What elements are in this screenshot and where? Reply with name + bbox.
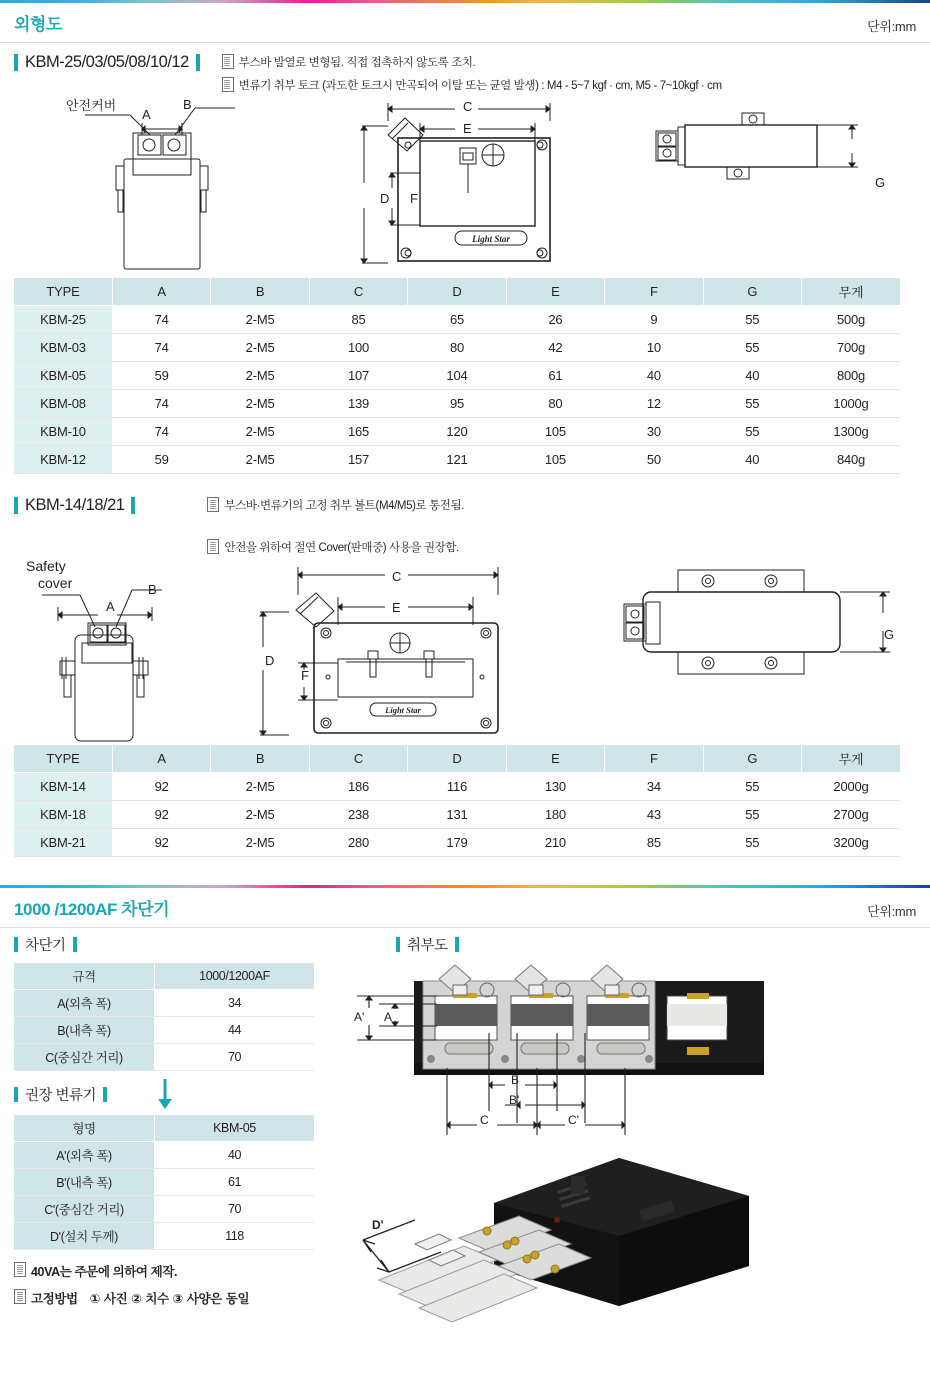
label-g-1: G: [875, 175, 886, 190]
note-item: [207, 539, 463, 555]
table-row: [14, 1044, 314, 1071]
mount-iso-illustration: [319, 1148, 879, 1328]
cell-type: KBM-10: [14, 418, 112, 446]
th-e: E: [506, 278, 604, 306]
accent-bar-right-icon: [103, 1087, 107, 1102]
cell-weight: 2000g: [802, 773, 901, 801]
cell-b: 2-M5: [211, 306, 309, 334]
cell-weight: 500g: [802, 306, 901, 334]
table-row: [14, 990, 314, 1017]
accent-bar-right-icon: [196, 54, 200, 71]
spec-table-1: [14, 278, 900, 474]
th-spec: 규격: [14, 963, 155, 990]
cell-a: 74: [112, 306, 210, 334]
cell-g: 40: [703, 362, 801, 390]
cell-key: B(내측 폭): [14, 1017, 155, 1044]
label-b-1: B: [183, 97, 192, 112]
cell-e: 61: [506, 362, 604, 390]
top-view-drawing-1: [350, 93, 590, 278]
table-header-row: [14, 1115, 314, 1142]
cell-weight: 1000g: [802, 390, 901, 418]
logo-text: Light Star: [385, 705, 421, 715]
cell-f: 10: [605, 334, 703, 362]
cell-weight: 3200g: [802, 829, 901, 857]
cell-g: 55: [703, 306, 801, 334]
th-d: D: [408, 745, 506, 773]
recommended-ct-table: [14, 1115, 314, 1250]
table-header-row: [14, 278, 900, 306]
breaker-subtitle-text: 차단기: [25, 938, 66, 954]
cell-f: 40: [605, 362, 703, 390]
spec-table-2: [14, 745, 900, 857]
note-text: 변류기 취부 토크 (과도한 토크시 만곡되어 이탈 또는 균열 발생) : M4 - 5~7 kgf · cm, M5 - 7~10kgf · cm: [238, 80, 722, 92]
label-f-1: F: [410, 191, 418, 206]
cell-g: 40: [703, 446, 801, 474]
cell-e: 180: [506, 801, 604, 829]
cell-c: 186: [309, 773, 407, 801]
footnote-text: 40VA는 주문에 의하여 제작.: [31, 1265, 178, 1279]
model-group-1-notes: [222, 53, 722, 93]
accent-bar-left-icon: [14, 497, 18, 514]
label-b-2: B: [148, 582, 157, 597]
section2-footnotes: [14, 1262, 334, 1307]
note-text: 부스바·변류기의 고정 취부 볼트(M4/M5)로 통전됨.: [224, 500, 464, 512]
th-f: F: [605, 745, 703, 773]
cell-c: 85: [309, 306, 407, 334]
cell-type: KBM-08: [14, 390, 112, 418]
cell-g: 55: [703, 829, 801, 857]
cell-c: 280: [309, 829, 407, 857]
cell-e: 105: [506, 418, 604, 446]
top-view-drawing-2: [290, 555, 540, 745]
cell-d: 179: [408, 829, 506, 857]
document-icon: [207, 539, 219, 554]
spec-table-2-body: [14, 773, 900, 857]
label-a-prime: A': [354, 1010, 365, 1024]
th-b: B: [211, 278, 309, 306]
section2-header: [0, 888, 930, 927]
cell-e: 42: [506, 334, 604, 362]
accent-bar-right-icon: [131, 497, 135, 514]
down-arrow-wrap: [154, 1077, 314, 1111]
th-c: C: [309, 745, 407, 773]
cell-value: 44: [155, 1017, 315, 1044]
section2-right-column: [334, 928, 916, 1338]
model-group-1-header: [0, 49, 930, 93]
cell-e: 105: [506, 446, 604, 474]
accent-bar-left-icon: [14, 937, 18, 952]
th-d: D: [408, 278, 506, 306]
cell-c: 165: [309, 418, 407, 446]
table-row: [14, 306, 900, 334]
cell-e: 130: [506, 773, 604, 801]
cell-value: 70: [155, 1196, 315, 1223]
cell-g: 55: [703, 801, 801, 829]
th-a: A: [112, 278, 210, 306]
drawings-group-1: [0, 93, 930, 278]
cell-e: 210: [506, 829, 604, 857]
table-header-row: [14, 745, 900, 773]
cell-c: 107: [309, 362, 407, 390]
cell-b: 2-M5: [211, 829, 309, 857]
mount-photo-iso: [334, 1158, 916, 1338]
cell-type: KBM-21: [14, 829, 112, 857]
side-view-drawing-2: [600, 555, 920, 745]
cell-value: 40: [155, 1142, 315, 1169]
mount-front-illustration: [319, 963, 879, 1158]
mount-photo-front: [334, 963, 916, 1158]
label-a-2: A: [106, 599, 115, 614]
cell-d: 104: [408, 362, 506, 390]
cell-c: 100: [309, 334, 407, 362]
logo-text: Light Star: [472, 234, 510, 244]
th-e: E: [506, 745, 604, 773]
label-b: B: [511, 1073, 520, 1087]
cell-a: 92: [112, 829, 210, 857]
accent-bar-right-icon: [455, 937, 459, 952]
cell-type: KBM-05: [14, 362, 112, 390]
label-f-2: F: [301, 668, 309, 683]
table-row: [14, 801, 900, 829]
section2-body: [0, 928, 930, 1338]
cell-key: A'(외측 폭): [14, 1142, 155, 1169]
label-d-1: D: [380, 191, 390, 206]
label-d-2: D: [265, 653, 275, 668]
cell-c: 238: [309, 801, 407, 829]
spec-table-1-body: [14, 306, 900, 474]
th-a: A: [112, 745, 210, 773]
note-text: 부스바 발열로 변형됨. 직접 접촉하지 않도록 조치.: [238, 57, 476, 69]
section2-title: 1000 /1200AF 차단기: [14, 900, 170, 919]
model-group-2-notes: [207, 496, 463, 555]
th-weight: 무게: [802, 745, 901, 773]
cell-b: 2-M5: [211, 390, 309, 418]
cell-a: 92: [112, 801, 210, 829]
document-icon: [207, 497, 219, 512]
cell-value: 70: [155, 1044, 315, 1071]
th-c: C: [309, 278, 407, 306]
model-group-2-label: KBM-14/18/21: [25, 496, 125, 514]
label-safety-cover-kr: 안전커버: [66, 98, 117, 113]
accent-bar-left-icon: [14, 1087, 18, 1102]
cell-weight: 700g: [802, 334, 901, 362]
cell-value: 61: [155, 1169, 315, 1196]
model-group-2-tag: [14, 496, 135, 515]
cell-type: KBM-12: [14, 446, 112, 474]
drawings-group-2: [0, 555, 930, 745]
d-dimension-2: [255, 555, 295, 745]
cell-d: 116: [408, 773, 506, 801]
cell-b: 2-M5: [211, 362, 309, 390]
table-row: [14, 1017, 314, 1044]
cell-d: 131: [408, 801, 506, 829]
front-view-drawing-1: [20, 93, 340, 278]
table-row: [14, 1169, 314, 1196]
cell-b: 2-M5: [211, 801, 309, 829]
th-type: TYPE: [14, 745, 112, 773]
cell-a: 74: [112, 418, 210, 446]
cell-f: 12: [605, 390, 703, 418]
table-row: [14, 390, 900, 418]
label-e-2: E: [392, 600, 401, 615]
cell-b: 2-M5: [211, 446, 309, 474]
label-e-1: E: [463, 121, 472, 136]
cell-weight: 840g: [802, 446, 901, 474]
cell-weight: 800g: [802, 362, 901, 390]
breaker-subtitle: [14, 934, 334, 955]
cell-g: 55: [703, 418, 801, 446]
table-row: [14, 829, 900, 857]
label-c-1: C: [463, 99, 473, 114]
cell-b: 2-M5: [211, 334, 309, 362]
model-group-1-tag: [14, 53, 200, 72]
cell-f: 9: [605, 306, 703, 334]
table-row: [14, 362, 900, 390]
cell-g: 55: [703, 390, 801, 418]
footnote-item: [14, 1289, 334, 1307]
table-row: [14, 773, 900, 801]
cell-d: 120: [408, 418, 506, 446]
breaker-table: [14, 963, 314, 1071]
th-value: 1000/1200AF: [155, 963, 315, 990]
cell-type: KBM-25: [14, 306, 112, 334]
document-icon: [222, 77, 234, 92]
mount-diagram-subtitle: [396, 934, 916, 955]
table-row: [14, 1196, 314, 1223]
document-icon: [14, 1262, 26, 1277]
label-a: A: [384, 1010, 393, 1024]
cell-c: 139: [309, 390, 407, 418]
cell-key: C'(중심간 거리): [14, 1196, 155, 1223]
cell-d: 80: [408, 334, 506, 362]
table-header-row: [14, 963, 314, 990]
label-safety-line1: Safety: [26, 558, 66, 574]
cell-f: 43: [605, 801, 703, 829]
th-g: G: [703, 745, 801, 773]
table-row: [14, 334, 900, 362]
cell-key: C(중심간 거리): [14, 1044, 155, 1071]
cell-a: 74: [112, 334, 210, 362]
cell-b: 2-M5: [211, 418, 309, 446]
cell-e: 80: [506, 390, 604, 418]
document-icon: [14, 1289, 26, 1304]
cell-type: KBM-18: [14, 801, 112, 829]
note-text: 안전을 위하여 절연 Cover(판매중) 사용을 권장함.: [224, 542, 459, 554]
section1-unit: 단위:mm: [867, 19, 916, 34]
table-row: [14, 446, 900, 474]
th-weight: 무게: [802, 278, 901, 306]
th-model: 형명: [14, 1115, 155, 1142]
label-safety-line2: cover: [38, 575, 73, 591]
th-b: B: [211, 745, 309, 773]
cell-a: 74: [112, 390, 210, 418]
document-icon: [222, 54, 234, 69]
label-c-2: C: [392, 569, 402, 584]
cell-d: 121: [408, 446, 506, 474]
label-g-2: G: [884, 627, 895, 642]
cell-value: 34: [155, 990, 315, 1017]
section2-left-column: [14, 928, 334, 1338]
cell-key: A(외측 폭): [14, 990, 155, 1017]
cell-value: 118: [155, 1223, 315, 1250]
section2-unit: 단위:mm: [867, 904, 916, 919]
side-view-drawing-1: [630, 93, 910, 278]
cell-a: 59: [112, 362, 210, 390]
cell-weight: 1300g: [802, 418, 901, 446]
note-item: [222, 54, 722, 70]
footnote-text: 고정방법 ① 사진 ② 치수 ③ 사양은 동일: [31, 1291, 250, 1306]
label-d-prime: D': [372, 1218, 384, 1232]
cell-type: KBM-03: [14, 334, 112, 362]
cell-d: 95: [408, 390, 506, 418]
cell-a: 59: [112, 446, 210, 474]
note-item: [222, 77, 722, 93]
label-c-prime: C': [568, 1113, 579, 1127]
section1-rule: [0, 42, 930, 43]
cell-a: 92: [112, 773, 210, 801]
cell-e: 26: [506, 306, 604, 334]
accent-bar-left-icon: [396, 937, 400, 952]
arrow-down-icon: [154, 1077, 176, 1111]
model-group-1-label: KBM-25/03/05/08/10/12: [25, 53, 189, 71]
accent-bar-left-icon: [14, 54, 18, 71]
cell-g: 55: [703, 334, 801, 362]
cell-c: 157: [309, 446, 407, 474]
note-item: [207, 497, 463, 513]
section1-header: [0, 3, 930, 42]
cell-f: 50: [605, 446, 703, 474]
table-row: [14, 1223, 314, 1250]
recommended-ct-subtitle: [14, 1084, 154, 1105]
cell-weight: 2700g: [802, 801, 901, 829]
label-b-prime: B': [509, 1093, 520, 1107]
th-value: KBM-05: [155, 1115, 315, 1142]
cell-f: 30: [605, 418, 703, 446]
cell-type: KBM-14: [14, 773, 112, 801]
cell-g: 55: [703, 773, 801, 801]
accent-bar-right-icon: [73, 937, 77, 952]
cell-d: 65: [408, 306, 506, 334]
mount-diagram-subtitle-text: 취부도: [407, 938, 448, 954]
cell-key: D'(설치 두께): [14, 1223, 155, 1250]
front-view-drawing-2: [20, 555, 290, 745]
th-g: G: [703, 278, 801, 306]
recommended-ct-row: [14, 1077, 314, 1111]
cell-key: B'(내측 폭): [14, 1169, 155, 1196]
table-row: [14, 1142, 314, 1169]
cell-f: 85: [605, 829, 703, 857]
th-type: TYPE: [14, 278, 112, 306]
model-group-2-header: [0, 492, 930, 555]
cell-f: 34: [605, 773, 703, 801]
cell-b: 2-M5: [211, 773, 309, 801]
label-a-1: A: [142, 107, 151, 122]
recommended-ct-subtitle-text: 권장 변류기: [25, 1087, 97, 1104]
section1-title: 외형도: [14, 15, 63, 34]
footnote-item: [14, 1262, 334, 1280]
th-f: F: [605, 278, 703, 306]
label-c: C: [480, 1113, 489, 1127]
table-row: [14, 418, 900, 446]
